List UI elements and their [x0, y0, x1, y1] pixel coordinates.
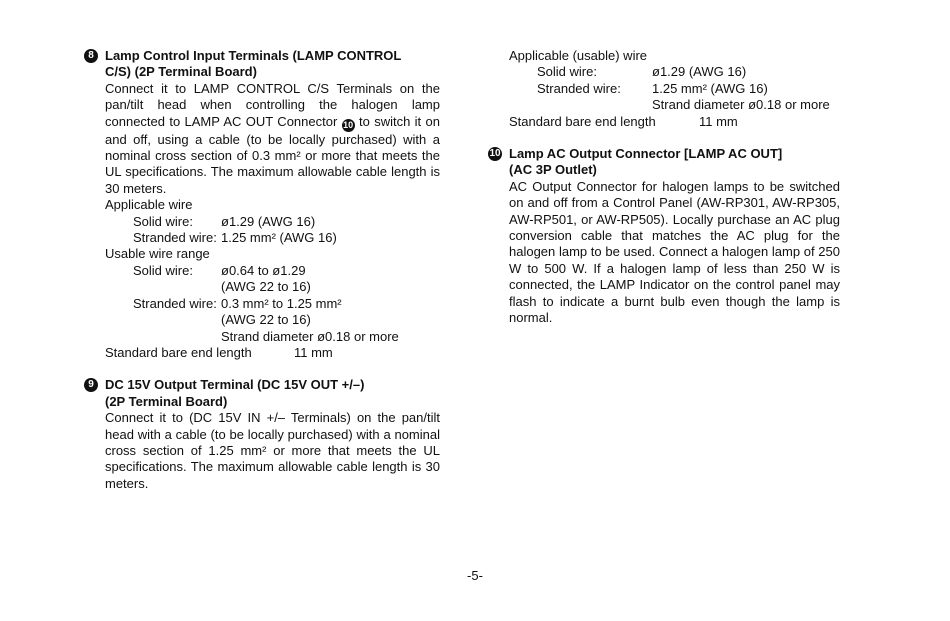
left-column: [84, 48, 440, 492]
spec-value: [652, 81, 840, 114]
body-text-post: to switch it on and off, using a cable (to be locally purchased) with a nominal cross section of 0.3 mm² or more that meets the UL specifications. The maximum allowable cable length is 30 meters.: [105, 113, 440, 196]
spec-key: Stranded wire:: [133, 230, 217, 246]
section-title-line1: Lamp AC Output Connector [LAMP AC OUT]: [509, 146, 783, 162]
spec-value: [221, 296, 440, 345]
usable-wire-range-label: Usable wire range: [105, 246, 210, 262]
section-lamp-control-input: [84, 48, 440, 361]
spec-key: Standard bare end length: [509, 113, 656, 129]
spec-row: [105, 296, 440, 345]
spec-row: [509, 64, 840, 80]
body-text-pre: Connect it to LAMP CONTROL C/S Terminals on the pan/tilt head when controlling the halogen lamp connected to LAMP AC OUT Connector: [105, 80, 440, 129]
spec-value-line: (AWG 22 to 16): [221, 279, 311, 295]
spec-value: 11 mm: [699, 113, 738, 129]
spec-key: Stranded wire:: [537, 80, 621, 96]
section-title-line2: (AC 3P Outlet): [509, 162, 597, 178]
spec-key: Solid wire:: [133, 262, 193, 278]
spec-value-line: Strand diameter ø0.18 or more: [652, 97, 830, 113]
spec-value-line: 1.25 mm² (AWG 16): [652, 80, 768, 96]
section-number-10-icon: 10: [489, 148, 501, 160]
spec-value: 11 mm: [294, 344, 333, 360]
spec-value: [221, 263, 440, 296]
reference-number-10-icon: 10: [343, 119, 354, 130]
section-body: [105, 81, 440, 197]
page-number: -5-: [467, 568, 483, 583]
bare-end-length-row: [509, 114, 840, 130]
spec-value-line: Strand diameter ø0.18 or more: [221, 328, 399, 344]
section-title-line1: DC 15V Output Terminal (DC 15V OUT +/–): [105, 377, 365, 393]
bare-end-length-row: [105, 345, 440, 361]
applicable-usable-wire-label: Applicable (usable) wire: [509, 48, 648, 63]
spec-row: [105, 263, 440, 296]
spec-value: 1.25 mm² (AWG 16): [221, 230, 337, 246]
applicable-wire-label: Applicable wire: [105, 197, 193, 213]
continued-wire-spec: [488, 48, 840, 130]
spacer: [84, 361, 440, 377]
spec-key: Solid wire:: [537, 64, 597, 80]
spec-value: ø1.29 (AWG 16): [652, 64, 747, 80]
section-title-line2: (2P Terminal Board): [105, 393, 228, 409]
spec-value-line: 0.3 mm² to 1.25 mm²: [221, 295, 342, 311]
section-title-line1: Lamp Control Input Terminals (LAMP CONTROL: [105, 48, 402, 63]
spec-row: [105, 230, 440, 246]
spec-key: Solid wire:: [133, 213, 193, 229]
section-title: [105, 377, 440, 410]
section-lamp-ac-output: [488, 146, 840, 326]
section-title-line2: C/S) (2P Terminal Board): [105, 64, 257, 80]
spec-key: Stranded wire:: [133, 295, 217, 311]
section-title: [105, 48, 440, 81]
spec-value-line: ø0.64 to ø1.29: [221, 262, 306, 278]
section-body: Connect it to (DC 15V IN +/– Terminals) on the pan/tilt head with a cable (to be locally purchased) with a nominal cross section of 1.25 mm² or more that meets the UL specifications. The maximum allowable cable length is 30 meters.: [105, 410, 440, 491]
spec-value-line: (AWG 22 to 16): [221, 312, 311, 328]
spacer: [488, 130, 840, 146]
spec-row: [509, 81, 840, 114]
section-dc15v-output: [84, 377, 440, 492]
right-column: [488, 48, 840, 327]
spec-key: Standard bare end length: [105, 344, 252, 360]
section-number-9-icon: 9: [84, 378, 98, 392]
section-body: AC Output Connector for halogen lamps to be switched on and off from a Control Panel (AW-RP301, AW-RP305, AW-RP501, or AW-RP505). Locally purchase an AC plug conversion cable that matches the AC plug for the halogen lamp to be used. Connect a halogen lamp of 250 W to 500 W. If a halogen lamp of less than 250 W is connected, the LAMP Indicator on the control panel may flash to indicate a burnt bulb even though the lamp is normal.: [509, 178, 840, 326]
spec-value: ø1.29 (AWG 16): [221, 213, 316, 229]
section-title: [509, 146, 840, 179]
section-number-8-icon: 8: [84, 49, 98, 63]
spec-row: [105, 214, 440, 230]
